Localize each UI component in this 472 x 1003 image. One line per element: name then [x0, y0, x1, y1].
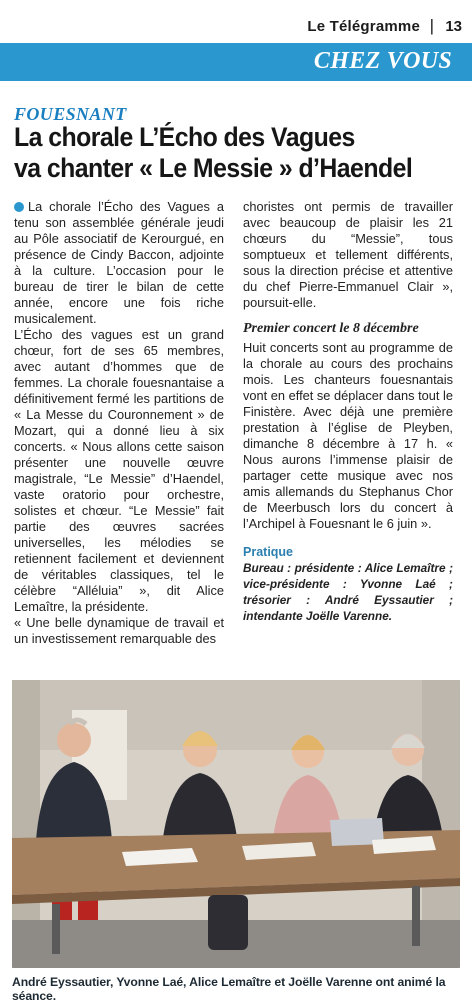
newspaper-name: Le Télégramme [307, 18, 420, 35]
intro-paragraph [14, 199, 224, 327]
headline-line-2: va chanter « Le Messie » d’Haendel [14, 153, 413, 183]
article-photo [12, 680, 460, 968]
article-column-right [243, 199, 453, 624]
photo-caption: André Eyssautier, Yvonne Laé, Alice Lemaître et Joëlle Varenne ont animé la séance. [12, 975, 446, 1003]
article-column-left [14, 199, 224, 647]
masthead [0, 0, 472, 42]
intro-text: La chorale l’Écho des Vagues a tenu son assemblée générale jeudi au Pôle associatif de Kerourgué, en présence de Cindy Baccon, adjointe à la culture. L’occasion pour le bureau de tirer le bilan de cette année, encore une fois riche musicalement. [14, 199, 224, 326]
article-subheading: Premier concert le 8 décembre [243, 321, 419, 336]
info-box-title: Pratique [243, 545, 294, 559]
article-location: FOUESNANT [14, 104, 127, 124]
body-paragraph: Huit concerts sont au programme de la chorale au cours des prochains mois. Les chanteurs fouesnantais vont en effet se déplacer dans tout le Finistère. Avec déjà une première prestation à l’église de Pleyben, dimanche 8 décembre à 17 h. « Nous aurons l’immense plaisir de partager cette musique avec nos amis allemands du Stephanus Chor de Meerbusch lors du concert à l’Archipel à Fouesnant le 6 juin ». [243, 340, 453, 531]
masthead-separator: | [429, 16, 434, 35]
headline-line-1: La chorale L’Écho des Vagues [14, 122, 355, 152]
body-paragraph: choristes ont permis de travailler avec beaucoup de plaisir les 21 chœurs du “Messie”, tous somptueux et tellement différents, sous la direction précise et attentive du chef Pierre-Emmanuel Clair », poursuit-elle. [243, 199, 453, 310]
section-banner [0, 43, 472, 81]
page-number: 13 [445, 18, 462, 35]
info-box-body: Bureau : présidente : Alice Lemaître ; vice-présidente : Yvonne Laé ; trésorier : André Eyssautier ; intendante Joëlle Varenne. [243, 561, 453, 623]
section-title: CHEZ VOUS [313, 48, 452, 74]
article-headline [14, 122, 430, 184]
body-paragraph: L’Écho des vagues est un grand chœur, fort de ses 65 membres, avec autant d’hommes que de femmes. La chorale fouesnantaise a définitivement fermé les partitions de « La Messe du Couronnement » de Mozart, qui a donné lieu à six concerts. « Nous allons cette saison présenter une nouvelle œuvre magistrale, “Le Messie” d’Haendel, vaste oratorio pour orchestre, solistes et chœur. “Le Messie” fait partie des œuvres sacrées universelles, les mélodies se retiennent facilement et deviennent de véritables classiques, tel le célèbre “Alléluia” », dit Alice Lemaître, la présidente. [14, 327, 224, 614]
body-paragraph: « Une belle dynamique de travail et un investissement remarquable des [14, 615, 224, 646]
bullet-dot-icon [14, 202, 24, 212]
